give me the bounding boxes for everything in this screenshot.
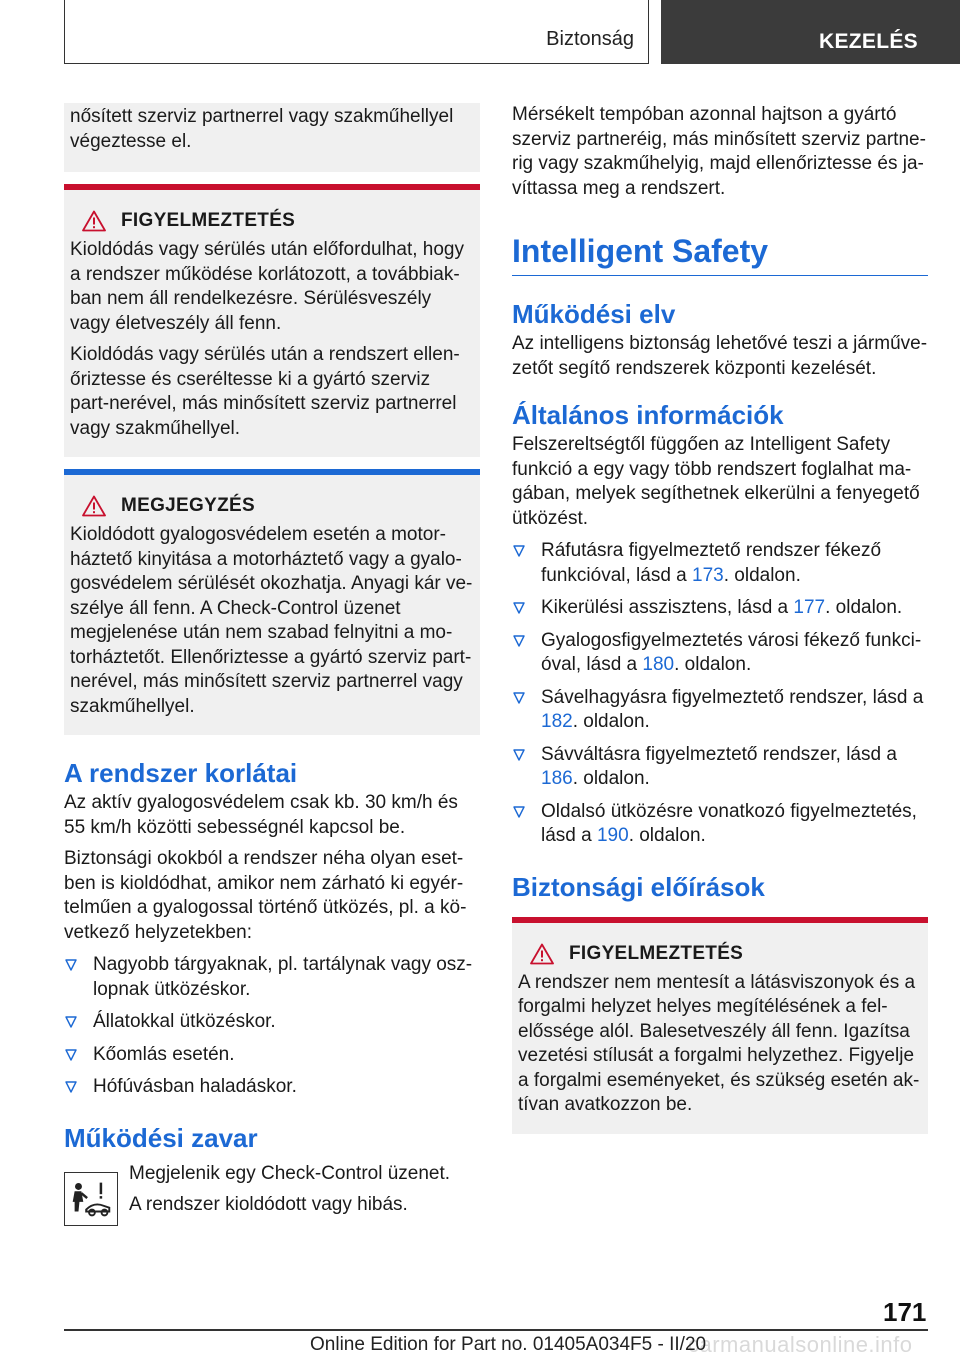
warning-title: FIGYELMEZTETÉS	[569, 942, 744, 964]
left-column	[64, 103, 480, 1226]
page-link[interactable]: 182	[541, 711, 573, 732]
list-item: Oldalsó ütközésre vonatkozó figyelmeztetés, lásd a 190. oldalon.	[512, 800, 928, 849]
limits-paragraph: Az aktív gyalogosvédelem csak kb. 30 km/h és 55 km/h közötti sebességnél kapcsol be.	[64, 792, 458, 838]
warning-title: FIGYELMEZTETÉS	[121, 210, 296, 231]
page-link[interactable]: 180	[642, 654, 675, 675]
list-item: Kőomlás esetén.	[64, 1043, 480, 1068]
main-heading-block	[512, 231, 928, 276]
note-box	[64, 469, 480, 735]
continued-text: Mérsékelt tempóban azonnal hajtson a gyártó szerviz partneréig, más minősített szerviz partne-rig vagy szakműhelyig, majd ellenőriztesse és ja-víttassa meg a rendszert.	[512, 104, 926, 199]
continued-text: nősített szerviz partnerrel vagy szakműhellyel végeztesse el.	[70, 106, 454, 152]
limits-list	[64, 953, 480, 1100]
triangle-bullet-icon	[513, 691, 525, 705]
triangle-bullet-icon	[513, 634, 525, 648]
warning-triangle-icon	[530, 943, 554, 965]
warning-paragraph: A rendszer nem mentesít a látásviszonyok és a forgalmi helyzet helyes megítélésének a fel-előssége alól. Balesetveszély áll fenn. Igazítsa vezetési stílusát a forgalmi helyzethez. Figyelje a forgalmi eseményeket, és szükség esetén ak-tívan avatkozzon be.	[518, 971, 920, 1115]
triangle-bullet-icon	[513, 748, 525, 762]
note-triangle-icon	[82, 495, 106, 517]
triangle-bullet-icon	[65, 1015, 77, 1029]
page-link[interactable]: 190	[596, 825, 629, 846]
warning-box	[512, 917, 928, 1134]
header-chapter-box	[661, 0, 960, 64]
list-item: Nagyobb tárgyaknak, pl. tartálynak vagy osz-lopnak ütközéskor.	[64, 953, 480, 1002]
right-column	[512, 103, 928, 1134]
footer-watermark: carmanualsonline.info	[688, 1332, 913, 1357]
page-link[interactable]: 173	[692, 564, 724, 586]
triangle-bullet-icon	[65, 1080, 77, 1094]
triangle-bullet-icon	[513, 805, 525, 819]
triangle-bullet-icon	[513, 601, 525, 615]
triangle-bullet-icon	[65, 1048, 77, 1062]
footer-edition: Online Edition for Part no. 01405A034F5 - II/20	[310, 1334, 707, 1355]
warning-box	[64, 184, 480, 457]
safety-heading: Biztonsági előírások	[512, 871, 765, 902]
list-item: Állatokkal ütközéskor.	[64, 1010, 480, 1035]
principle-paragraph: Az intelligens biztonság lehetővé teszi a járműve-zetőt segítő rendszerek központi kezelését.	[512, 333, 928, 379]
feature-list	[512, 539, 928, 849]
note-title: MEGJEGYZÉS	[121, 495, 255, 516]
page-link[interactable]: 186	[541, 768, 573, 789]
malfunction-heading: Működési zavar	[64, 1122, 258, 1153]
principle-heading: Működési elv	[512, 299, 676, 329]
page-number: 171	[883, 1297, 927, 1327]
list-item: Sávelhagyásra figyelmeztető rendszer, lásd a 182. oldalon.	[512, 686, 928, 735]
general-paragraph: Felszereltségtől függően az Intelligent Safety funkció a egy vagy több rendszert foglalhat ma-gában, melyek segíthetnek elkerülni a fenyegető ütközést.	[512, 434, 920, 529]
triangle-bullet-icon	[513, 544, 525, 558]
list-item: Ráfutásra figyelmeztető rendszer fékező funkcióval, lásd a 173. oldalon.	[512, 539, 928, 588]
header-section-title: Biztonság	[546, 28, 634, 50]
note-paragraph: Kioldódott gyalogosvédelem esetén a motor-háztető kinyitása a motorháztető vagy a gyalo-gosvédelem sérülését okozhatja. Anyagi kár ve-szélye áll fenn. A Check-Control üzenet megjelenése után nem szabad felnyitni a mo-torháztetőt. Ellenőriztesse a gyártó szerviz part-nerével, más minősített szerviz partnerrel vagy szakműhellyel.	[70, 524, 473, 717]
triangle-bullet-icon	[65, 958, 77, 972]
limits-heading: A rendszer korlátai	[64, 758, 298, 788]
list-item: Sávváltásra figyelmeztető rendszer, lásd a 186. oldalon.	[512, 743, 928, 792]
warning-paragraph: Kioldódás vagy sérülés után a rendszert ellen-őriztesse és cseréltesse ki a gyártó szerviz part-nerével, más minősített szerviz partnerrel vagy szakműhellyel.	[70, 344, 460, 439]
limits-paragraph: Biztonsági okokból a rendszer néha olyan eset-ben is kioldódhat, amikor nem zárható ki egyér-telműen a gyalogossal történő ütközés, pl. a kö-vetkező helyzetekben:	[64, 848, 467, 943]
list-item: Kikerülési asszisztens, lásd a 177. oldalon.	[512, 596, 928, 621]
header-chapter-title: KEZELÉS	[819, 30, 918, 53]
continued-box	[64, 103, 480, 172]
warning-triangle-icon	[82, 210, 106, 232]
malfunction-paragraph: Megjelenik egy Check-Control üzenet.	[129, 1162, 451, 1184]
footer-divider	[64, 1329, 928, 1331]
header-section-box	[64, 0, 649, 64]
page-link[interactable]: 177	[793, 597, 826, 618]
main-heading: Intelligent Safety	[512, 233, 769, 269]
warning-paragraph: Kioldódás vagy sérülés után előfordulhat, hogy a rendszer működése korlátozott, a továbbiak-ban nem áll rendelkezésre. Sérülésveszély vagy életveszély áll fenn.	[70, 239, 464, 334]
general-heading: Általános információk	[512, 400, 784, 430]
malfunction-paragraph: A rendszer kioldódott vagy hibás.	[129, 1194, 408, 1215]
list-item: Hófúvásban haladáskor.	[64, 1075, 480, 1100]
pedestrian-protection-warning-icon	[64, 1172, 118, 1226]
malfunction-block	[64, 1162, 480, 1226]
list-item: Gyalogosfigyelmeztetés városi fékező funkci-óval, lásd a 180. oldalon.	[512, 629, 928, 678]
